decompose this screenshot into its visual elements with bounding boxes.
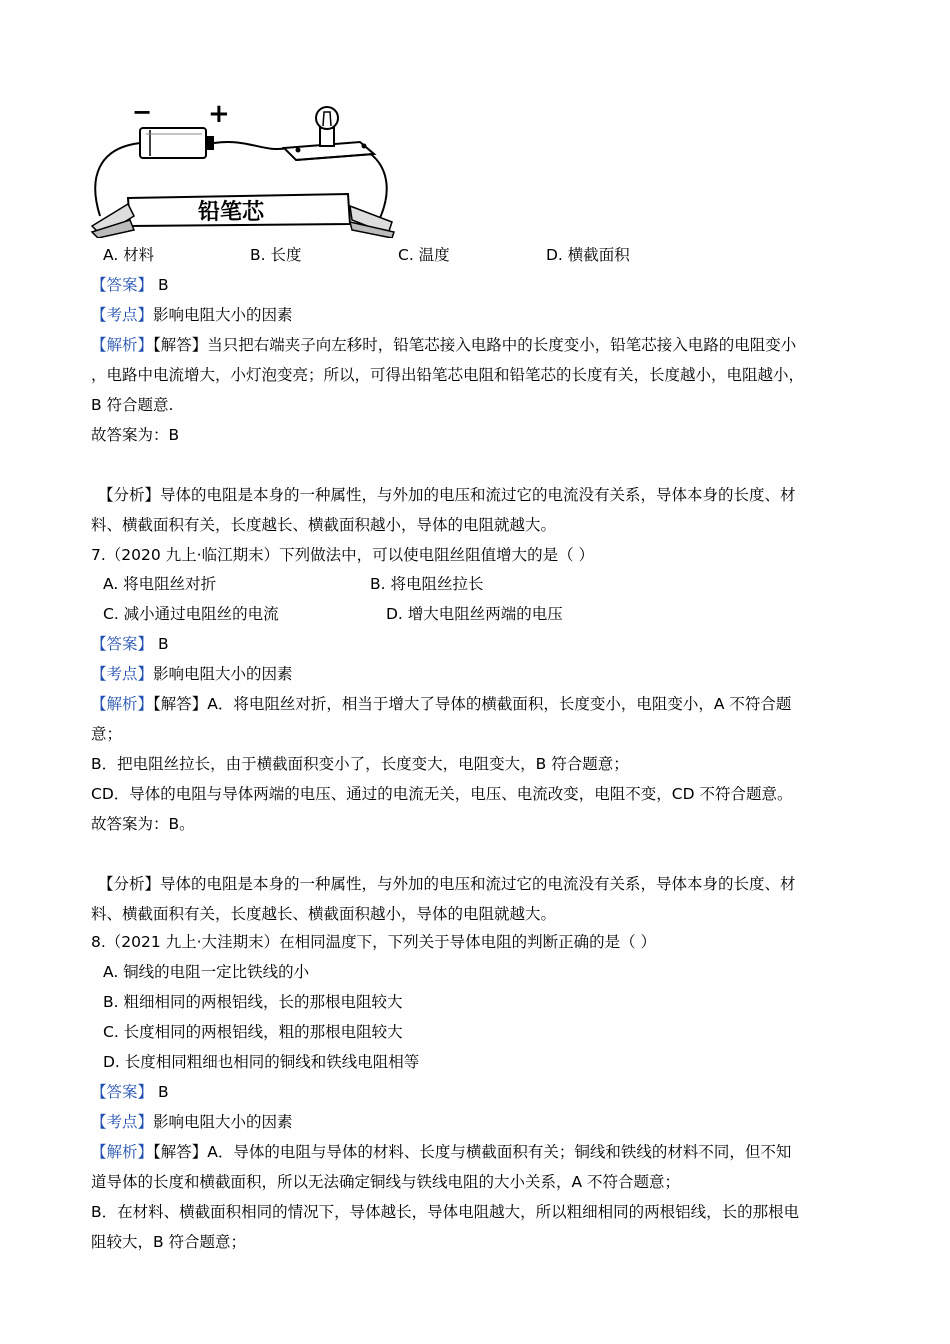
q6-analysis-line: B 符合题意. [91,396,174,414]
q8-answer: 【答案】 B [91,1083,169,1101]
q8-analysis-line: B．在材料、横截面积相同的情况下，导体越长，导体电阻越大，所以粗细相同的两根铝线，长的那根电 [91,1203,800,1221]
q6-summary-line: 料、横截面积有关，长度越长、横截面积越小，导体的电阻就越大。 [91,516,557,534]
q6-option-c: C. 温度 [398,246,450,264]
q7-conclusion: 故答案为：B。 [91,815,195,833]
bulb-icon [284,107,374,160]
q6-analysis-line: ，电路中电流增大，小灯泡变亮；所以，可得出铅笔芯电阻和铅笔芯的长度有关，长度越小，电阻越小， [91,366,805,384]
right-clip-icon [350,206,394,238]
q6-option-b: B. 长度 [250,246,302,264]
q6-option-d: D. 横截面积 [546,246,630,264]
q6-knowledge-point: 【考点】影响电阻大小的因素 [91,306,293,324]
q7-analysis-line: B．把电阻丝拉长，由于横截面积变小了，长度变大，电阻变大，B 符合题意； [91,755,629,773]
q7-option-d: D. 增大电阻丝两端的电压 [386,605,563,623]
q8-knowledge-point: 【考点】影响电阻大小的因素 [91,1113,293,1131]
q6-answer: 【答案】 B [91,276,169,294]
q6-analysis-line: 【解析】【解答】当只把右端夹子向左移时，铅笔芯接入电路中的长度变小，铅笔芯接入电路的电阻变小 [91,336,797,354]
q7-analysis-line: 【解析】【解答】A．将电阻丝对折，相当于增大了导体的横截面积，长度变小，电阻变小，A 不符合题 [91,695,792,713]
plus-sign: + [208,99,230,129]
q7-option-b: B. 将电阻丝拉长 [370,575,484,593]
q8-question: 8.（2021 九上·大洼期末）在相同温度下，下列关于导体电阻的判断正确的是（ ） [91,933,657,951]
q8-analysis-line: 【解析】【解答】A．导体的电阻与导体的材料、长度与横截面积有关；铜线和铁线的材料不同，但不知 [91,1143,792,1161]
q7-analysis-line: CD．导体的电阻与导体两端的电压、通过的电流无关，电压、电流改变，电阻不变，CD 不符合题意。 [91,785,793,803]
q7-summary-line: 【分析】导体的电阻是本身的一种属性，与外加的电压和流过它的电流没有关系，导体本身的长度、材 [98,875,796,893]
q6-option-a: A. 材料 [103,246,155,264]
q7-question: 7.（2020 九上·临江期末）下列做法中，可以使电阻丝阻值增大的是（ ） [91,546,595,564]
q7-summary-line: 料、横截面积有关，长度越长、横截面积越小，导体的电阻就越大。 [91,905,557,923]
q8-option-a: A. 铜线的电阻一定比铁线的小 [103,963,310,981]
q7-option-c: C. 减小通过电阻丝的电流 [103,605,279,623]
q8-option-c: C. 长度相同的两根铝线，粗的那根电阻较大 [103,1023,403,1041]
pencil-lead [128,194,350,226]
q8-option-d: D. 长度相同粗细也相同的铜线和铁线电阻相等 [103,1053,420,1071]
q8-option-b: B. 粗细相同的两根铝线，长的那根电阻较大 [103,993,403,1011]
q7-knowledge-point: 【考点】影响电阻大小的因素 [91,665,293,683]
battery-icon [140,128,214,158]
q6-summary-line: 【分析】导体的电阻是本身的一种属性，与外加的电压和流过它的电流没有关系，导体本身的长度、材 [98,486,796,504]
q8-analysis-line: 阻较大，B 符合题意； [91,1233,247,1251]
q8-analysis-line: 道导体的长度和横截面积，所以无法确定铜线与铁线电阻的大小关系，A 不符合题意； [91,1173,681,1191]
q7-option-a: A. 将电阻丝对折 [103,575,217,593]
minus-sign: − [132,98,153,126]
q6-conclusion: 故答案为：B [91,426,180,444]
circuit-figure [88,98,408,238]
pencil-lead-label: 铅笔芯 [198,200,265,225]
q7-analysis-line: 意； [91,725,123,743]
q7-answer: 【答案】 B [91,635,169,653]
